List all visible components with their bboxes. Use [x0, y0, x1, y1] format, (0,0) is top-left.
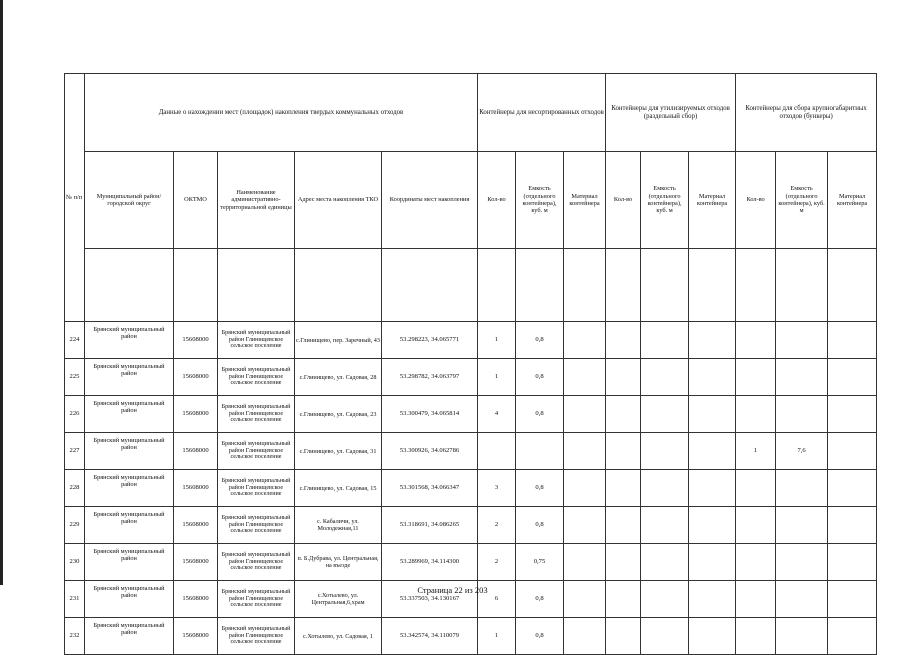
sorted-capacity-cell	[641, 396, 689, 433]
unsorted-count-header: Кол-во	[478, 152, 516, 249]
spacer-cell	[641, 249, 689, 322]
admin-unit-cell: Брянский муниципальный район Глинищевское сельское поселение	[218, 470, 295, 507]
bulky-material-cell	[828, 396, 877, 433]
row-number: 231	[65, 581, 85, 618]
bulky-capacity-cell	[776, 322, 828, 359]
address-cell: с. Кабаличи, ул. Молодежная,11	[295, 507, 382, 544]
sorted-capacity-cell	[641, 359, 689, 396]
sorted-capacity-cell	[641, 470, 689, 507]
sorted-capacity-cell	[641, 322, 689, 359]
coords-cell: 53.289969, 34.114300	[382, 544, 478, 581]
municipality-cell: Брянский муниципальный район	[85, 544, 174, 581]
row-number: 226	[65, 396, 85, 433]
admin-unit-header: Наименование административно-территориальной единицы	[218, 152, 295, 249]
unsorted-count-cell: 1	[478, 359, 516, 396]
municipality-cell: Брянский муниципальный район	[85, 396, 174, 433]
admin-unit-cell: Брянский муниципальный район Глинищевское сельское поселение	[218, 581, 295, 618]
unsorted-capacity-cell: 0,8	[516, 322, 564, 359]
waste-sites-table	[64, 73, 877, 655]
table-row	[65, 618, 877, 655]
bulky-count-cell: 1	[736, 433, 776, 470]
sorted-capacity-cell	[641, 544, 689, 581]
address-cell: с.Хотылево, ул. Садовая, 1	[295, 618, 382, 655]
oktmo-cell: 15608000	[174, 507, 218, 544]
address-cell: с.Глинищево, ул. Садовая, 28	[295, 359, 382, 396]
sorted-capacity-cell	[641, 433, 689, 470]
sorted-count-cell	[606, 433, 641, 470]
oktmo-cell: 15608000	[174, 581, 218, 618]
address-cell: с.Хотылево, ул. Центральная,6,храм	[295, 581, 382, 618]
unsorted-count-cell	[478, 433, 516, 470]
oktmo-cell: 15608000	[174, 618, 218, 655]
address-cell: с.Глинищево, ул. Садовая, 23	[295, 396, 382, 433]
scan-edge	[0, 0, 3, 585]
sorted-count-header: Кол-во	[606, 152, 641, 249]
spacer-cell	[85, 249, 174, 322]
unsorted-count-cell: 3	[478, 470, 516, 507]
spacer-cell	[295, 249, 382, 322]
oktmo-header: ОКТМО	[174, 152, 218, 249]
bulky-material-cell	[828, 507, 877, 544]
table-row	[65, 507, 877, 544]
address-cell: п. Б.Дубрава, ул. Центральная, на въезде	[295, 544, 382, 581]
spacer-cell	[478, 249, 516, 322]
unsorted-group-header: Контейнеры для несортированных отходов	[478, 74, 606, 152]
oktmo-cell: 15608000	[174, 322, 218, 359]
bulky-count-cell	[736, 396, 776, 433]
coords-cell: 53.342574, 34.110079	[382, 618, 478, 655]
coords-cell: 53.337503, 34.130167	[382, 581, 478, 618]
spacer-cell	[828, 249, 877, 322]
sorted-count-cell	[606, 544, 641, 581]
row-number: 230	[65, 544, 85, 581]
unsorted-material-cell	[564, 618, 606, 655]
address-cell: с.Глинищево, ул. Садовая, 31	[295, 433, 382, 470]
oktmo-cell: 15608000	[174, 433, 218, 470]
unsorted-capacity-cell: 0,8	[516, 396, 564, 433]
admin-unit-cell: Брянский муниципальный район Глинищевское сельское поселение	[218, 544, 295, 581]
unsorted-count-cell: 1	[478, 618, 516, 655]
spacer-cell	[776, 249, 828, 322]
unsorted-material-cell	[564, 433, 606, 470]
unsorted-material-cell	[564, 470, 606, 507]
bulky-capacity-header: Емкость (отдельного контейнера), куб. м	[776, 152, 828, 249]
bulky-capacity-cell	[776, 618, 828, 655]
table-row	[65, 544, 877, 581]
unsorted-capacity-cell: 0,75	[516, 544, 564, 581]
col-nn-header: № п/п	[65, 74, 85, 322]
coords-cell: 53.298223, 34.065771	[382, 322, 478, 359]
bulky-capacity-cell	[776, 396, 828, 433]
unsorted-capacity-cell: 0,8	[516, 470, 564, 507]
sorted-material-cell	[689, 359, 736, 396]
municipality-cell: Брянский муниципальный район	[85, 433, 174, 470]
sorted-material-cell	[689, 433, 736, 470]
row-number: 224	[65, 322, 85, 359]
spacer-cell	[174, 249, 218, 322]
admin-unit-cell: Брянский муниципальный район Глинищевское сельское поселение	[218, 322, 295, 359]
sorted-count-cell	[606, 322, 641, 359]
location-group-header: Данные о нахождении мест (площадок) накопления твердых коммунальных отходов	[85, 74, 478, 152]
sorted-material-cell	[689, 396, 736, 433]
spacer-cell	[218, 249, 295, 322]
bulky-material-cell	[828, 359, 877, 396]
spacer-cell	[382, 249, 478, 322]
unsorted-capacity-cell: 0,8	[516, 359, 564, 396]
bulky-material-cell	[828, 618, 877, 655]
bulky-capacity-cell: 7,6	[776, 433, 828, 470]
coords-header: Координаты мест накопления	[382, 152, 478, 249]
bulky-count-cell	[736, 507, 776, 544]
unsorted-material-cell	[564, 507, 606, 544]
table-row	[65, 359, 877, 396]
bulky-count-cell	[736, 359, 776, 396]
coords-cell: 53.300926, 34.062786	[382, 433, 478, 470]
unsorted-capacity-cell: 0,8	[516, 581, 564, 618]
address-cell: с.Глинищево, пер. Заречный, 43	[295, 322, 382, 359]
table-row	[65, 322, 877, 359]
bulky-material-cell	[828, 544, 877, 581]
spacer-cell	[736, 249, 776, 322]
unsorted-capacity-cell: 0,8	[516, 507, 564, 544]
bulky-group-header: Контейнеры для сбора крупногабаритных отходов (бункеры)	[736, 74, 877, 152]
municipality-cell: Брянский муниципальный район	[85, 359, 174, 396]
bulky-count-cell	[736, 470, 776, 507]
sorted-count-cell	[606, 396, 641, 433]
table-row	[65, 470, 877, 507]
sorted-material-cell	[689, 470, 736, 507]
row-number: 225	[65, 359, 85, 396]
unsorted-count-cell: 2	[478, 544, 516, 581]
unsorted-material-cell	[564, 544, 606, 581]
admin-unit-cell: Брянский муниципальный район Глинищевское сельское поселение	[218, 359, 295, 396]
bulky-material-cell	[828, 433, 877, 470]
unsorted-count-cell: 6	[478, 581, 516, 618]
spacer-cell	[516, 249, 564, 322]
row-number: 228	[65, 470, 85, 507]
coords-cell: 53.301568, 34.066347	[382, 470, 478, 507]
unsorted-count-cell: 1	[478, 322, 516, 359]
sorted-material-cell	[689, 322, 736, 359]
bulky-count-cell	[736, 322, 776, 359]
oktmo-cell: 15608000	[174, 359, 218, 396]
municipality-header: Муниципальный район/городской округ	[85, 152, 174, 249]
sorted-material-header: Материал контейнера	[689, 152, 736, 249]
unsorted-count-cell: 2	[478, 507, 516, 544]
municipality-cell: Брянский муниципальный район	[85, 470, 174, 507]
bulky-count-header: Кол-во	[736, 152, 776, 249]
coords-cell: 53.318691, 34.086265	[382, 507, 478, 544]
unsorted-capacity-cell: 0,8	[516, 618, 564, 655]
address-cell: с.Глинищево, ул. Садовая, 15	[295, 470, 382, 507]
oktmo-cell: 15608000	[174, 544, 218, 581]
bulky-material-cell	[828, 322, 877, 359]
sorted-capacity-cell	[641, 507, 689, 544]
admin-unit-cell: Брянский муниципальный район Глинищевское сельское поселение	[218, 433, 295, 470]
admin-unit-cell: Брянский муниципальный район Глинищевское сельское поселение	[218, 396, 295, 433]
unsorted-capacity-header: Емкость (отдельного контейнера), куб. м	[516, 152, 564, 249]
row-number: 229	[65, 507, 85, 544]
page-number: Страница 22 из 203	[417, 585, 488, 595]
sorted-count-cell	[606, 359, 641, 396]
sorted-group-header: Контейнеры для утилизируемых отходов (раздельный сбор)	[606, 74, 736, 152]
bulky-capacity-cell	[776, 507, 828, 544]
unsorted-material-cell	[564, 396, 606, 433]
sorted-capacity-header: Емкость (отдельного контейнера), куб. м	[641, 152, 689, 249]
spacer-cell	[606, 249, 641, 322]
sorted-count-cell	[606, 507, 641, 544]
spacer-cell	[564, 249, 606, 322]
bulky-capacity-cell	[776, 544, 828, 581]
bulky-material-header: Материал контейнера	[828, 152, 877, 249]
sorted-material-cell	[689, 544, 736, 581]
unsorted-material-cell	[564, 322, 606, 359]
sorted-material-cell	[689, 618, 736, 655]
municipality-cell: Брянский муниципальный район	[85, 507, 174, 544]
bulky-capacity-cell	[776, 359, 828, 396]
sorted-capacity-cell	[641, 618, 689, 655]
row-number: 227	[65, 433, 85, 470]
municipality-cell: Брянский муниципальный район	[85, 322, 174, 359]
row-number: 232	[65, 618, 85, 655]
coords-cell: 53.300479, 34.065814	[382, 396, 478, 433]
oktmo-cell: 15608000	[174, 470, 218, 507]
municipality-cell: Брянский муниципальный район	[85, 581, 174, 618]
table-row	[65, 396, 877, 433]
municipality-cell: Брянский муниципальный район	[85, 618, 174, 655]
address-header: Адрес места накопления ТКО	[295, 152, 382, 249]
sorted-material-cell	[689, 507, 736, 544]
sorted-count-cell	[606, 618, 641, 655]
bulky-count-cell	[736, 618, 776, 655]
bulky-count-cell	[736, 544, 776, 581]
unsorted-count-cell: 4	[478, 396, 516, 433]
unsorted-material-cell	[564, 359, 606, 396]
spacer-cell	[689, 249, 736, 322]
oktmo-cell: 15608000	[174, 396, 218, 433]
admin-unit-cell: Брянский муниципальный район Глинищевское сельское поселение	[218, 618, 295, 655]
unsorted-material-header: Материал контейнера	[564, 152, 606, 249]
admin-unit-cell: Брянский муниципальный район Глинищевское сельское поселение	[218, 507, 295, 544]
coords-cell: 53.298782, 34.063797	[382, 359, 478, 396]
sorted-count-cell	[606, 470, 641, 507]
table-row	[65, 433, 877, 470]
unsorted-capacity-cell	[516, 433, 564, 470]
bulky-material-cell	[828, 470, 877, 507]
bulky-capacity-cell	[776, 470, 828, 507]
